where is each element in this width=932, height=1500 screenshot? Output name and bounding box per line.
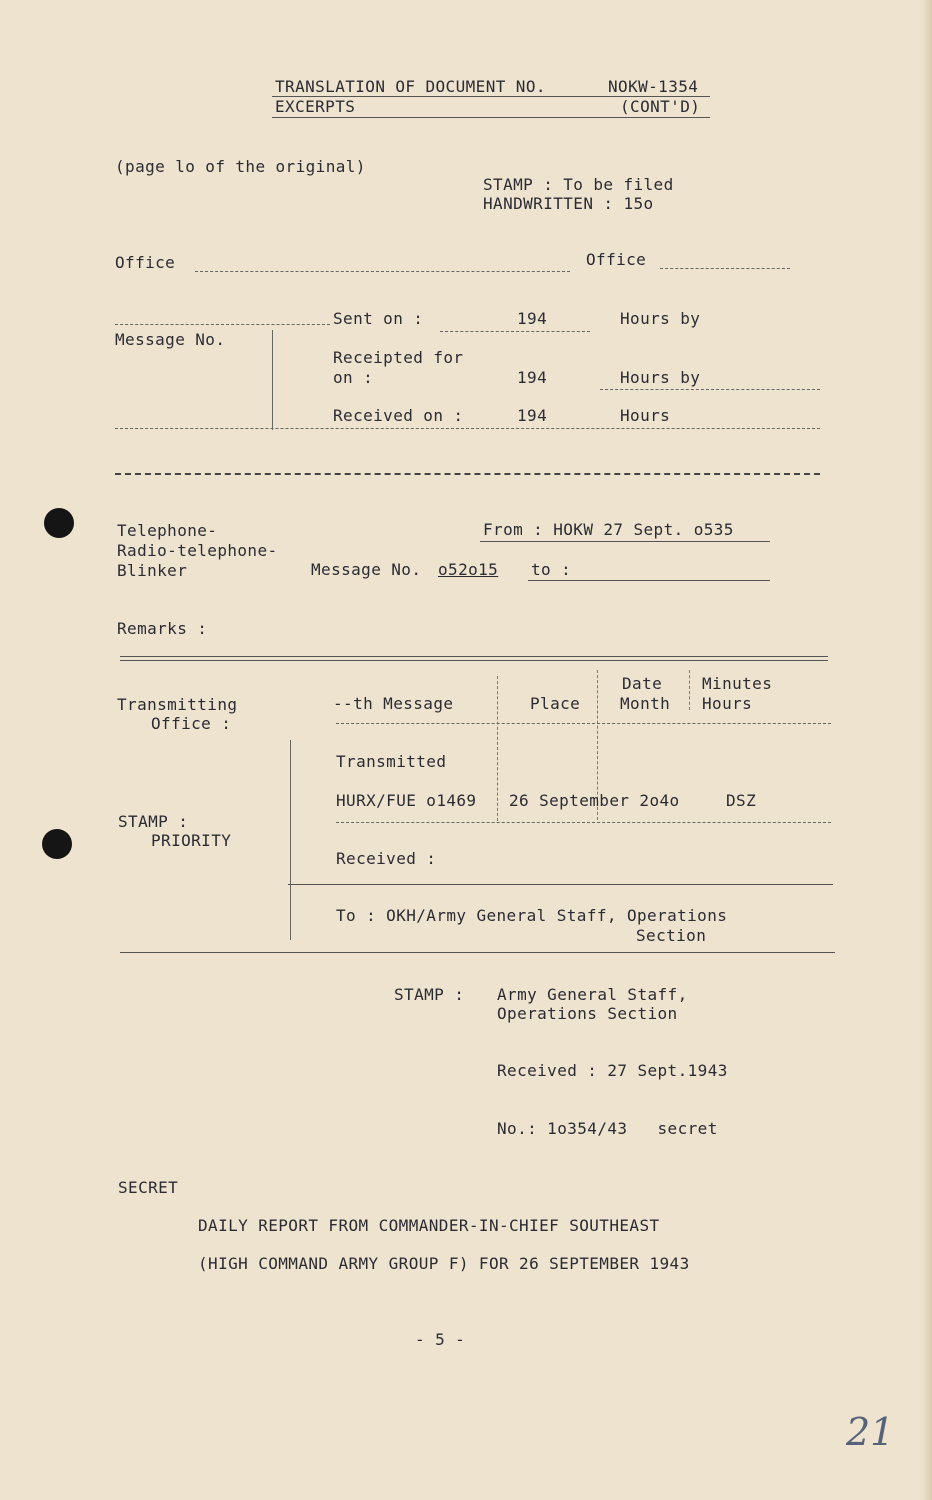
sent-rule — [440, 331, 590, 332]
table-top-rule-2 — [120, 660, 828, 661]
office-line-left — [195, 271, 570, 272]
stamp-priority-label: STAMP : — [118, 812, 189, 831]
punch-hole-top — [44, 508, 74, 538]
classification-secret: SECRET — [118, 1178, 179, 1197]
office-label-left: Office — [115, 253, 176, 272]
transmitting-office-label-2: Office : — [151, 714, 232, 733]
to-recipient-line1: To : OKH/Army General Staff, Operations — [336, 906, 728, 925]
report-title-line2: (HIGH COMMAND ARMY GROUP F) FOR 26 SEPTEMBER 1943 — [198, 1254, 690, 1273]
bottom-stamp-label: STAMP : — [394, 985, 465, 1004]
table-top-rule-1 — [120, 656, 828, 657]
transmitted-row-rule — [336, 822, 831, 823]
stamp-priority-value: PRIORITY — [151, 831, 232, 850]
section-separator — [115, 473, 820, 475]
telegram-type-radio: Radio-telephone- — [117, 541, 278, 560]
transmitted-ref: HURX/FUE o1469 — [336, 791, 477, 810]
receipted-for-label: Receipted for — [333, 348, 464, 367]
bottom-stamp-received: Received : 27 Sept.1943 — [497, 1061, 728, 1080]
page-number: - 5 - — [415, 1330, 466, 1349]
col-divider-place — [497, 676, 498, 821]
transmitted-code: DSZ — [726, 791, 757, 810]
message-block-bottom-rule — [115, 428, 820, 429]
receipted-on-label: on : — [333, 368, 374, 387]
received-year: 194 — [517, 406, 548, 425]
punch-hole-bottom — [42, 829, 72, 859]
transmitted-label: Transmitted — [336, 752, 447, 771]
telegram-to: to : — [531, 560, 572, 579]
message-block-divider — [272, 330, 273, 430]
telegram-message-no-value: o52o15 — [438, 560, 499, 579]
message-block-top-rule — [115, 324, 330, 325]
handwritten-page-number: 21 — [846, 1410, 895, 1454]
sent-year: 194 — [517, 309, 548, 328]
receipted-rule — [600, 389, 820, 390]
message-no-label: Message No. — [115, 330, 226, 349]
table-bottom-rule — [120, 952, 835, 953]
header-doc-number: NOKW-1354 — [608, 77, 699, 96]
header-title-left: TRANSLATION OF DOCUMENT NO. — [275, 77, 546, 96]
col-place-header: Place — [530, 694, 581, 713]
receipted-year: 194 — [517, 368, 548, 387]
received-hours: Hours — [620, 406, 671, 425]
report-title-line1: DAILY REPORT FROM COMMANDER-IN-CHIEF SOUTHEAST — [198, 1216, 660, 1235]
col-message-header: --th Message — [333, 694, 454, 713]
received-label: Received : — [336, 849, 437, 868]
header-row-rule — [336, 723, 831, 724]
bottom-stamp-line2: Operations Section — [497, 1004, 678, 1023]
header-rule-2 — [272, 117, 710, 118]
handwritten-number-field: HANDWRITTEN : 15o — [483, 194, 654, 213]
col-hours-header: Hours — [702, 694, 753, 713]
telegram-from: From : HOKW 27 Sept. o535 — [483, 520, 734, 539]
sent-hours-by: Hours by — [620, 309, 701, 328]
remarks-label: Remarks : — [117, 619, 208, 638]
table-left-divider — [290, 740, 291, 940]
office-line-right — [660, 268, 790, 269]
sent-on-label: Sent on : — [333, 309, 424, 328]
receipted-hours-by: Hours by — [620, 368, 701, 387]
col-divider-time — [689, 670, 690, 710]
telegram-type-blinker: Blinker — [117, 561, 188, 580]
header-contd: (CONT'D) — [620, 97, 701, 116]
bottom-stamp-number: No.: 1o354/43 secret — [497, 1119, 718, 1138]
transmitting-office-label-1: Transmitting — [117, 695, 238, 714]
header-excerpts: EXCERPTS — [275, 97, 356, 116]
received-on-label: Received on : — [333, 406, 464, 425]
to-recipient-line2: Section — [636, 926, 707, 945]
telegram-type-telephone: Telephone- — [117, 521, 218, 540]
from-rule — [480, 541, 770, 542]
office-label-right: Office — [586, 250, 647, 269]
page-edge-shadow — [922, 0, 932, 1500]
transmitted-date: 26 September 2o4o — [509, 791, 680, 810]
col-date-header: Date — [622, 674, 663, 693]
received-row-rule — [288, 884, 833, 885]
page-reference: (page lo of the original) — [115, 157, 366, 176]
telegram-message-no-label: Message No. — [311, 560, 422, 579]
bottom-stamp-line1: Army General Staff, — [497, 985, 688, 1004]
col-minutes-header: Minutes — [702, 674, 773, 693]
to-rule — [528, 580, 770, 581]
col-month-header: Month — [620, 694, 671, 713]
stamp-to-be-filed: STAMP : To be filed — [483, 175, 674, 194]
